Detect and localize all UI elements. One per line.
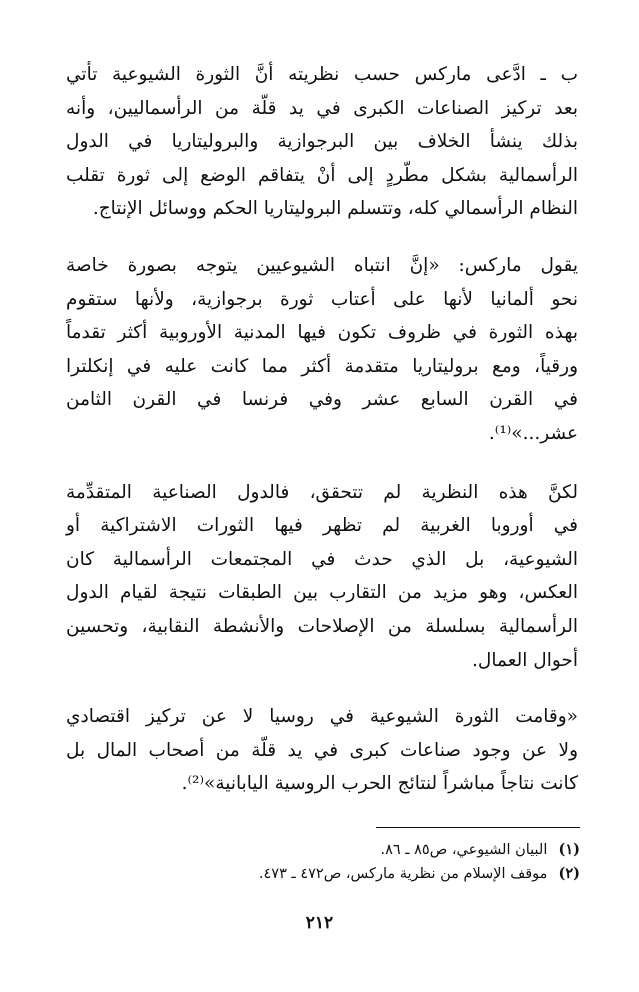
paragraph-spacer: [66, 226, 578, 249]
footnotes: [200, 838, 580, 886]
paragraph-line: نحو ألمانيا لأنها على أعتاب ثورة برجوازية، ولأنها ستقوم: [66, 288, 578, 310]
footnote-number: (٢): [558, 865, 580, 882]
paragraph-line: بهذه الثورة في ظروف تكون فيها المدنية الأوروبية أكثر تقدماً: [66, 322, 578, 344]
paragraph-line: لكنَّ هذه النظرية لم تتحقق، فالدول الصناعية المتقدِّمة: [66, 481, 578, 503]
paragraph-line: يقول ماركس: «إنَّ انتباه الشيوعيين يتوجه بصورة خاصة: [66, 254, 578, 276]
footnote-2: [200, 862, 580, 886]
paragraph-line: «وقامت الثورة الشيوعية في روسيا لا عن تركيز اقتصادي: [66, 706, 578, 728]
paragraph-spacer: [66, 677, 578, 700]
paragraph-line: عشر...»⁽¹⁾.: [488, 422, 578, 444]
paragraph-line: النظام الرأسمالي كله، وتتسلم البروليتاريا الحكم ووسائل الإنتاج.: [92, 198, 578, 220]
paragraph-line: الرأسمالية بسلسلة من الإصلاحات والأنشطة النقابية، وتحسين: [66, 615, 578, 637]
paragraph-2: [66, 249, 578, 451]
paragraph-line: ب ـ ادَّعى ماركس حسب نظريته أنَّ الثورة الشيوعية تأتي: [66, 64, 578, 85]
paragraph-line: في القرن السابع عشر وفي فرنسا في القرن الثامن: [66, 389, 578, 411]
footnote-text: البيان الشيوعي، ص٨٥ ـ ٨٦.: [380, 842, 548, 858]
footnote-1: [200, 838, 580, 862]
paragraph-4: [66, 700, 578, 801]
paragraph-line: الرأسمالية بشكل مطّردٍ إلى أنْ يتفاقم الوضع إلى ثورة تقلب: [66, 164, 578, 186]
paragraph-line: بذلك ينشأ الخلاف بين البرجوازية والبروليتاريا في الدول: [66, 131, 578, 153]
footnote-divider: [376, 827, 580, 828]
paragraph-3: [66, 476, 578, 678]
paragraph-line: الشيوعية، بل الذي حدث في المجتمعات الرأسمالية كان: [66, 548, 578, 570]
paragraph-line: أحوال العمال.: [472, 649, 578, 671]
paragraph-line: ولا عن وجود صناعات كبرى في يد قلّة من أصحاب المال بل: [66, 739, 578, 761]
paragraph-line: بعد تركيز الصناعات الكبرى في يد قلّة من الرأسماليين، وأنه: [66, 97, 578, 119]
paragraph-line: كانت نتاجاً مباشراً لنتائج الحرب الروسية اليابانية»⁽²⁾.: [181, 773, 578, 795]
paragraph-line: ورقياً، ومع بروليتاريا متقدمة أكثر مما كانت عليه في إنكلترا: [66, 355, 579, 377]
paragraph-spacer: [66, 451, 578, 476]
page-number: ٢١٢: [305, 913, 334, 933]
footnote-number: (١): [558, 841, 580, 858]
paragraph-1: [66, 58, 578, 226]
page-body: [66, 58, 578, 801]
footnote-text: موقف الإسلام من نظرية ماركس، ص٤٧٢ ـ ٤٧٣.: [258, 866, 548, 882]
paragraph-line: العكس، وهو مزيد من التقارب بين الطبقات نتيجة لقيام الدول: [66, 582, 578, 604]
paragraph-line: في أوروبا الغربية لم تظهر فيها الثورات الاشتراكية أو: [66, 515, 578, 537]
